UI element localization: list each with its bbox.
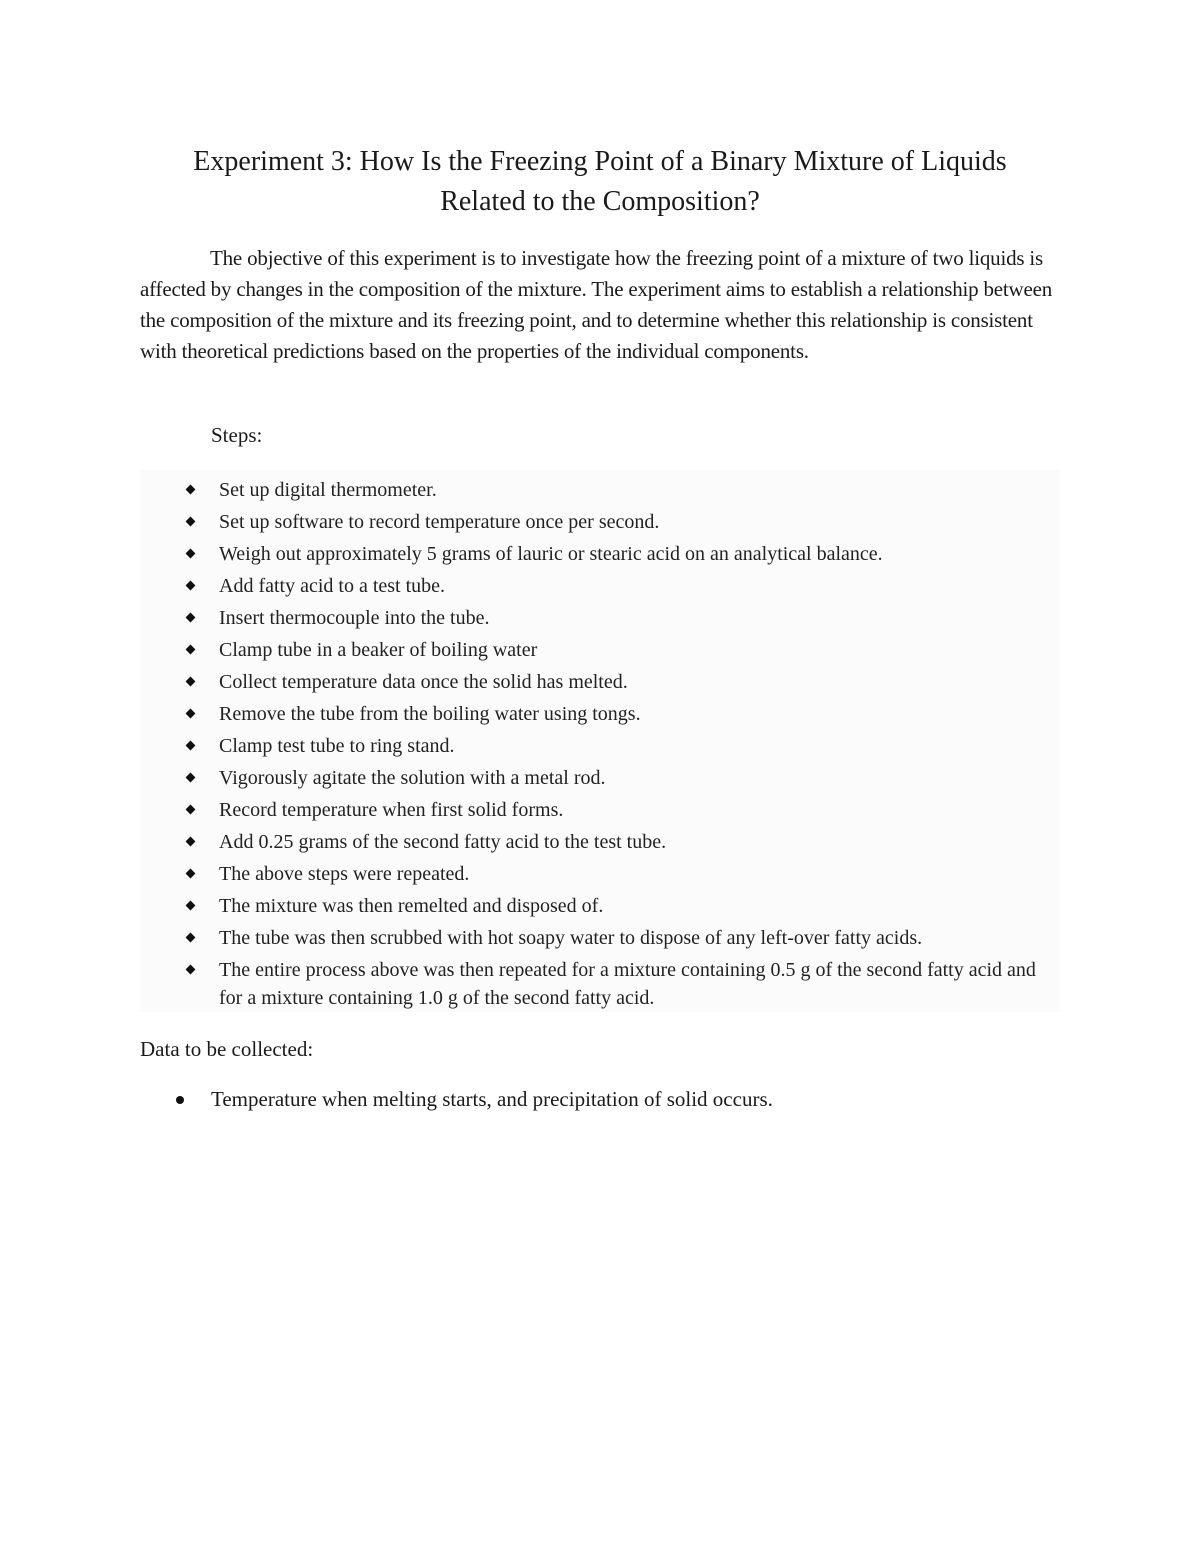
step-text: Remove the tube from the boiling water using tongs. — [219, 703, 641, 725]
step-text: Set up software to record temperature once per second. — [219, 511, 660, 533]
data-item-text: Temperature when melting starts, and precipitation of solid occurs. — [211, 1087, 773, 1111]
data-list — [140, 1084, 1040, 1115]
step-text: Weigh out approximately 5 grams of lauric or stearic acid on an analytical balance. — [219, 543, 883, 565]
list-item — [140, 890, 1050, 922]
step-text: Clamp tube in a beaker of boiling water — [219, 639, 538, 661]
list-item — [140, 698, 1050, 730]
list-item — [140, 826, 1050, 858]
steps-heading: Steps: — [211, 423, 263, 447]
diamond-bullet-icon — [186, 741, 196, 751]
title-line-2: Related to the Composition? — [440, 186, 760, 217]
objective-paragraph: The objective of this experiment is to investigate how the freezing point of a mixture of two liquids is affected by changes in the composition of the mixture. The experiment aims to establish a relationship between the composition of the mixture and its freezing point, and to determine whether this relationship is consistent with theoretical predictions based on the properties of the individual components. — [140, 246, 1053, 363]
list-item — [140, 954, 1050, 1012]
step-text: Set up digital thermometer. — [219, 479, 437, 501]
list-item — [140, 570, 1050, 602]
diamond-bullet-icon — [186, 677, 196, 687]
diamond-bullet-icon — [186, 805, 196, 815]
diamond-bullet-icon — [186, 613, 196, 623]
list-item — [140, 538, 1050, 570]
diamond-bullet-icon — [186, 837, 196, 847]
list-item — [140, 858, 1050, 890]
diamond-bullet-icon — [186, 549, 196, 559]
list-item — [140, 1084, 1040, 1115]
diamond-bullet-icon — [186, 517, 196, 527]
step-text: The tube was then scrubbed with hot soapy water to dispose of any left-over fatty acids. — [219, 927, 923, 949]
step-text: Collect temperature data once the solid has melted. — [219, 671, 628, 693]
diamond-bullet-icon — [186, 645, 196, 655]
list-item — [140, 666, 1050, 698]
step-text: The above steps were repeated. — [219, 863, 470, 885]
list-item — [140, 602, 1050, 634]
diamond-bullet-icon — [186, 485, 196, 495]
list-item — [140, 730, 1050, 762]
step-text: Vigorously agitate the solution with a metal rod. — [219, 767, 606, 789]
list-item — [140, 474, 1050, 506]
diamond-bullet-icon — [186, 773, 196, 783]
diamond-bullet-icon — [186, 901, 196, 911]
page-title — [100, 142, 1100, 222]
title-line-1: Experiment 3: How Is the Freezing Point of a Binary Mixture of Liquids — [193, 146, 1007, 177]
step-text: Insert thermocouple into the tube. — [219, 607, 490, 629]
step-text: The mixture was then remelted and disposed of. — [219, 895, 604, 917]
list-item — [140, 506, 1050, 538]
dot-bullet-icon — [176, 1096, 184, 1104]
step-text: Add fatty acid to a test tube. — [219, 575, 446, 597]
step-text: Record temperature when first solid forms. — [219, 799, 564, 821]
data-heading: Data to be collected: — [140, 1037, 314, 1061]
diamond-bullet-icon — [186, 869, 196, 879]
diamond-bullet-icon — [186, 581, 196, 591]
list-item — [140, 634, 1050, 666]
list-item — [140, 922, 1050, 954]
diamond-bullet-icon — [186, 933, 196, 943]
step-text: Clamp test tube to ring stand. — [219, 735, 455, 757]
diamond-bullet-icon — [186, 965, 196, 975]
diamond-bullet-icon — [186, 709, 196, 719]
step-text: Add 0.25 grams of the second fatty acid to the test tube. — [219, 831, 667, 853]
list-item — [140, 762, 1050, 794]
list-item — [140, 794, 1050, 826]
step-text: The entire process above was then repeated for a mixture containing 0.5 g of the second fatty acid and for a mixture containing 1.0 g of the second fatty acid. — [219, 959, 1036, 1009]
steps-list — [140, 474, 1050, 1012]
